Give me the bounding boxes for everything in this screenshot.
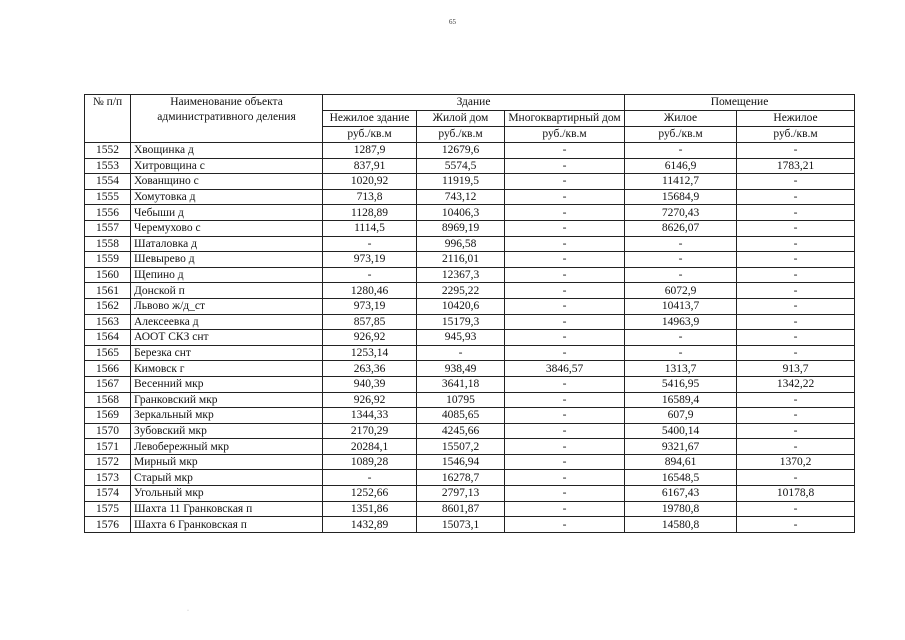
cell-building-residential: 10420,6	[417, 298, 505, 314]
table-row	[85, 392, 855, 408]
cell-premises-residential: 6146,9	[625, 158, 737, 174]
cell-object-name: Кимовск г	[131, 361, 323, 377]
cell-building-multi-apartment: -	[505, 174, 625, 190]
cell-premises-residential: 7270,43	[625, 205, 737, 221]
cell-object-name: Чебыши д	[131, 205, 323, 221]
cell-building-nonresidential: 2170,29	[323, 423, 417, 439]
cell-premises-nonresidential: -	[737, 330, 855, 346]
cell-row-number: 1554	[85, 174, 131, 190]
cell-row-number: 1558	[85, 236, 131, 252]
cell-premises-nonresidential: -	[737, 236, 855, 252]
cell-building-nonresidential: 1128,89	[323, 205, 417, 221]
cell-building-multi-apartment: -	[505, 392, 625, 408]
page-number: 65	[449, 18, 456, 26]
cell-premises-residential: -	[625, 143, 737, 159]
header-unit: руб./кв.м	[505, 127, 625, 143]
table-body	[85, 143, 855, 533]
cell-premises-nonresidential: -	[737, 220, 855, 236]
cell-premises-nonresidential: 1370,2	[737, 454, 855, 470]
cell-building-residential: 2797,13	[417, 486, 505, 502]
cell-building-multi-apartment: -	[505, 423, 625, 439]
cell-building-multi-apartment: -	[505, 439, 625, 455]
cell-building-nonresidential: 857,85	[323, 314, 417, 330]
cell-premises-nonresidential: -	[737, 283, 855, 299]
table-row	[85, 143, 855, 159]
cell-building-nonresidential: 263,36	[323, 361, 417, 377]
header-premises-residential: Жилое	[625, 111, 737, 127]
table-row	[85, 439, 855, 455]
cell-premises-residential: 14580,8	[625, 517, 737, 533]
table-row	[85, 345, 855, 361]
cell-object-name: Шевырево д	[131, 252, 323, 268]
cell-building-residential: 15179,3	[417, 314, 505, 330]
cell-row-number: 1566	[85, 361, 131, 377]
cell-object-name: Хомутовка д	[131, 189, 323, 205]
cell-object-name: Щепино д	[131, 267, 323, 283]
cell-object-name: Черемухово с	[131, 220, 323, 236]
cell-row-number: 1559	[85, 252, 131, 268]
cell-building-residential: 15073,1	[417, 517, 505, 533]
cell-building-nonresidential: 1280,46	[323, 283, 417, 299]
cell-building-multi-apartment: 3846,57	[505, 361, 625, 377]
table-row	[85, 376, 855, 392]
cell-row-number: 1575	[85, 501, 131, 517]
cell-premises-residential: -	[625, 267, 737, 283]
cell-object-name: Старый мкр	[131, 470, 323, 486]
cell-row-number: 1563	[85, 314, 131, 330]
cell-premises-residential: -	[625, 252, 737, 268]
cell-building-residential: 12679,6	[417, 143, 505, 159]
table-row	[85, 267, 855, 283]
header-unit: руб./кв.м	[417, 127, 505, 143]
table-row	[85, 174, 855, 190]
cell-premises-residential: 6167,43	[625, 486, 737, 502]
header-building-nonresidential: Нежилое здание	[323, 111, 417, 127]
cell-row-number: 1553	[85, 158, 131, 174]
cell-object-name: Алексеевка д	[131, 314, 323, 330]
cell-object-name: Хованщино с	[131, 174, 323, 190]
table-row	[85, 361, 855, 377]
cell-object-name: Левобережный мкр	[131, 439, 323, 455]
cell-building-nonresidential: 1020,92	[323, 174, 417, 190]
cell-building-nonresidential: 1252,66	[323, 486, 417, 502]
cell-building-residential: 8601,87	[417, 501, 505, 517]
cell-building-multi-apartment: -	[505, 454, 625, 470]
cell-premises-residential: 14963,9	[625, 314, 737, 330]
table-row	[85, 454, 855, 470]
cell-premises-residential: 5416,95	[625, 376, 737, 392]
header-unit: руб./кв.м	[323, 127, 417, 143]
cell-row-number: 1561	[85, 283, 131, 299]
cell-object-name: Весенний мкр	[131, 376, 323, 392]
cell-building-residential: 996,58	[417, 236, 505, 252]
table-row	[85, 283, 855, 299]
table-row	[85, 408, 855, 424]
cell-premises-nonresidential: -	[737, 470, 855, 486]
cell-premises-residential: 9321,67	[625, 439, 737, 455]
cell-building-residential: 3641,18	[417, 376, 505, 392]
cell-building-multi-apartment: -	[505, 470, 625, 486]
table-row	[85, 298, 855, 314]
cell-building-multi-apartment: -	[505, 158, 625, 174]
cell-premises-nonresidential: -	[737, 439, 855, 455]
cell-row-number: 1556	[85, 205, 131, 221]
cell-premises-residential: -	[625, 330, 737, 346]
cell-building-nonresidential: 1089,28	[323, 454, 417, 470]
cell-building-multi-apartment: -	[505, 408, 625, 424]
cell-premises-nonresidential: -	[737, 189, 855, 205]
cell-building-nonresidential: -	[323, 267, 417, 283]
cell-building-residential: 743,12	[417, 189, 505, 205]
cell-building-multi-apartment: -	[505, 376, 625, 392]
cell-object-name: Шахта 6 Гранковская п	[131, 517, 323, 533]
cell-object-name: Донской п	[131, 283, 323, 299]
cell-building-multi-apartment: -	[505, 314, 625, 330]
cell-building-multi-apartment: -	[505, 486, 625, 502]
table-row	[85, 423, 855, 439]
cell-building-multi-apartment: -	[505, 236, 625, 252]
table-row	[85, 330, 855, 346]
cell-premises-nonresidential: -	[737, 423, 855, 439]
table-row	[85, 517, 855, 533]
cell-object-name: Шаталовка д	[131, 236, 323, 252]
cell-building-multi-apartment: -	[505, 267, 625, 283]
cell-row-number: 1567	[85, 376, 131, 392]
cell-premises-residential: 5400,14	[625, 423, 737, 439]
cell-object-name: Гранковский мкр	[131, 392, 323, 408]
header-object-name: Наименование объекта административного деления	[131, 95, 323, 143]
header-premises-nonresidential: Нежилое	[737, 111, 855, 127]
table-row	[85, 314, 855, 330]
cell-row-number: 1573	[85, 470, 131, 486]
scan-speck: ·	[187, 608, 189, 614]
cell-premises-nonresidential: -	[737, 501, 855, 517]
cell-row-number: 1568	[85, 392, 131, 408]
cell-premises-residential: 19780,8	[625, 501, 737, 517]
cell-building-nonresidential: -	[323, 470, 417, 486]
cell-building-multi-apartment: -	[505, 330, 625, 346]
table-row	[85, 158, 855, 174]
cell-row-number: 1560	[85, 267, 131, 283]
cell-premises-nonresidential: -	[737, 345, 855, 361]
cell-premises-nonresidential: -	[737, 174, 855, 190]
cell-building-residential: 10795	[417, 392, 505, 408]
cell-building-multi-apartment: -	[505, 205, 625, 221]
cell-premises-residential: 894,61	[625, 454, 737, 470]
header-building-group: Здание	[323, 95, 625, 111]
cell-building-nonresidential: 926,92	[323, 392, 417, 408]
cell-premises-residential: 10413,7	[625, 298, 737, 314]
cell-premises-nonresidential: 1783,21	[737, 158, 855, 174]
cell-row-number: 1574	[85, 486, 131, 502]
cell-row-number: 1565	[85, 345, 131, 361]
cell-premises-residential: 16548,5	[625, 470, 737, 486]
tariff-table	[84, 94, 855, 533]
table-row	[85, 236, 855, 252]
table-row	[85, 470, 855, 486]
cell-row-number: 1570	[85, 423, 131, 439]
cell-row-number: 1557	[85, 220, 131, 236]
header-unit: руб./кв.м	[737, 127, 855, 143]
cell-building-residential: 4245,66	[417, 423, 505, 439]
cell-object-name: Мирный мкр	[131, 454, 323, 470]
cell-premises-residential: -	[625, 345, 737, 361]
cell-premises-nonresidential: -	[737, 252, 855, 268]
cell-building-nonresidential: 1344,33	[323, 408, 417, 424]
cell-building-nonresidential: 1351,86	[323, 501, 417, 517]
cell-building-residential: 1546,94	[417, 454, 505, 470]
cell-building-nonresidential: 20284,1	[323, 439, 417, 455]
header-building-residential: Жилой дом	[417, 111, 505, 127]
cell-building-nonresidential: 1432,89	[323, 517, 417, 533]
cell-building-residential: 2116,01	[417, 252, 505, 268]
table-header	[85, 95, 855, 143]
cell-building-residential: 10406,3	[417, 205, 505, 221]
table-row	[85, 205, 855, 221]
cell-building-residential: 945,93	[417, 330, 505, 346]
cell-building-residential: 12367,3	[417, 267, 505, 283]
cell-building-multi-apartment: -	[505, 220, 625, 236]
cell-building-nonresidential: 713,8	[323, 189, 417, 205]
cell-building-multi-apartment: -	[505, 517, 625, 533]
cell-premises-residential: 8626,07	[625, 220, 737, 236]
table-row	[85, 486, 855, 502]
cell-row-number: 1562	[85, 298, 131, 314]
cell-premises-nonresidential: -	[737, 392, 855, 408]
cell-row-number: 1555	[85, 189, 131, 205]
header-unit: руб./кв.м	[625, 127, 737, 143]
cell-row-number: 1552	[85, 143, 131, 159]
cell-building-multi-apartment: -	[505, 283, 625, 299]
cell-building-multi-apartment: -	[505, 345, 625, 361]
cell-premises-nonresidential: -	[737, 267, 855, 283]
cell-building-nonresidential: 940,39	[323, 376, 417, 392]
cell-building-multi-apartment: -	[505, 189, 625, 205]
cell-premises-nonresidential: -	[737, 314, 855, 330]
cell-premises-residential: 11412,7	[625, 174, 737, 190]
cell-premises-residential: 6072,9	[625, 283, 737, 299]
cell-building-residential: 4085,65	[417, 408, 505, 424]
cell-object-name: Шахта 11 Гранковская п	[131, 501, 323, 517]
cell-premises-nonresidential: -	[737, 517, 855, 533]
cell-building-multi-apartment: -	[505, 298, 625, 314]
cell-row-number: 1576	[85, 517, 131, 533]
cell-premises-nonresidential: 10178,8	[737, 486, 855, 502]
cell-building-residential: 5574,5	[417, 158, 505, 174]
cell-object-name: Хвощинка д	[131, 143, 323, 159]
table-row	[85, 252, 855, 268]
cell-object-name: Зеркальный мкр	[131, 408, 323, 424]
cell-building-residential: 2295,22	[417, 283, 505, 299]
cell-row-number: 1572	[85, 454, 131, 470]
cell-object-name: Угольный мкр	[131, 486, 323, 502]
cell-premises-nonresidential: -	[737, 205, 855, 221]
header-building-multi-apartment: Многоквартирный дом	[505, 111, 625, 127]
header-premises-group: Помещение	[625, 95, 855, 111]
cell-building-nonresidential: 837,91	[323, 158, 417, 174]
cell-building-nonresidential: 1287,9	[323, 143, 417, 159]
cell-building-residential: -	[417, 345, 505, 361]
cell-premises-nonresidential: -	[737, 143, 855, 159]
cell-building-residential: 8969,19	[417, 220, 505, 236]
cell-premises-residential: 607,9	[625, 408, 737, 424]
cell-row-number: 1571	[85, 439, 131, 455]
cell-premises-nonresidential: -	[737, 298, 855, 314]
cell-object-name: АООТ СКЗ снт	[131, 330, 323, 346]
cell-building-nonresidential: 973,19	[323, 252, 417, 268]
cell-object-name: Березка снт	[131, 345, 323, 361]
cell-row-number: 1569	[85, 408, 131, 424]
cell-premises-nonresidential: 913,7	[737, 361, 855, 377]
cell-object-name: Зубовский мкр	[131, 423, 323, 439]
cell-building-nonresidential: 926,92	[323, 330, 417, 346]
cell-building-multi-apartment: -	[505, 143, 625, 159]
cell-premises-nonresidential: 1342,22	[737, 376, 855, 392]
cell-building-multi-apartment: -	[505, 252, 625, 268]
header-num: № п/п	[85, 95, 131, 143]
cell-object-name: Львово ж/д_ст	[131, 298, 323, 314]
table-row	[85, 220, 855, 236]
table-row	[85, 501, 855, 517]
cell-building-nonresidential: 973,19	[323, 298, 417, 314]
cell-premises-residential: 16589,4	[625, 392, 737, 408]
cell-premises-nonresidential: -	[737, 408, 855, 424]
cell-building-multi-apartment: -	[505, 501, 625, 517]
cell-building-residential: 938,49	[417, 361, 505, 377]
cell-building-residential: 15507,2	[417, 439, 505, 455]
table-row	[85, 189, 855, 205]
cell-building-nonresidential: 1253,14	[323, 345, 417, 361]
cell-premises-residential: 1313,7	[625, 361, 737, 377]
cell-row-number: 1564	[85, 330, 131, 346]
cell-building-nonresidential: -	[323, 236, 417, 252]
cell-object-name: Хитровщина с	[131, 158, 323, 174]
cell-building-residential: 11919,5	[417, 174, 505, 190]
cell-building-nonresidential: 1114,5	[323, 220, 417, 236]
cell-premises-residential: -	[625, 236, 737, 252]
cell-premises-residential: 15684,9	[625, 189, 737, 205]
cell-building-residential: 16278,7	[417, 470, 505, 486]
